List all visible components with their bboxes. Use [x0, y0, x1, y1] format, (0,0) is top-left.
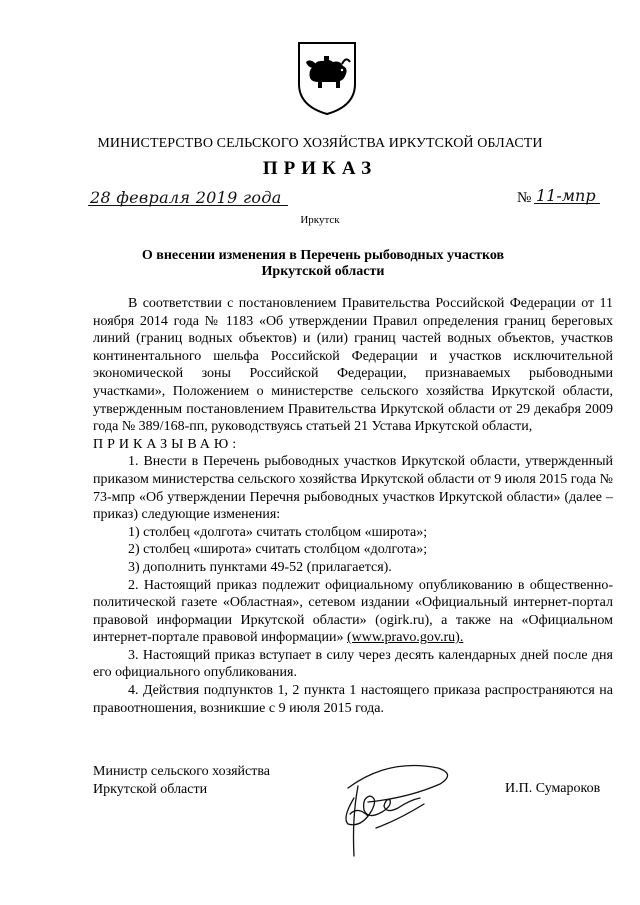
handwritten-number: 11-мпр [536, 186, 596, 205]
subitem-2: 2) столбец «широта» считать столбцом «долгота»; [128, 542, 428, 558]
position-line-2: Иркутской области [93, 782, 208, 797]
subitem-3: 3) дополнить пунктами 49-52 (прилагается). [128, 559, 392, 575]
paragraph-2 [93, 577, 613, 647]
document-type-title: ПРИКАЗ [262, 158, 378, 179]
order-subject [100, 248, 546, 280]
pravo-gov-link[interactable]: (www.pravo.gov.ru). [346, 630, 464, 646]
preamble-paragraph: В соответствии с постановлением Правительства Российской Федерации от 11 ноября 2014 года № 1183 «Об утверждении Правил определения границ береговых линий (границ водных объектов) и (или) границ частей водных объектов, участков континентального шельфа Российской Федерации и участков исключительной экономической зоны Российской Федерации, признаваемых рыбоводными участками», Положением о министерстве сельского хозяйства Иркутской области, утвержденным постановлением Правительства Иркутской области от 29 декабря 2009 года № 389/168-пп, руководствуясь статьей 21 Устава Иркутской области, [93, 296, 613, 435]
signatory-position [93, 763, 270, 799]
paragraph-4: 4. Действия подпунктов 1, 2 пункта 1 настоящего приказа распространяются на правоотношения, возникшие с 9 июля 2015 года. [93, 683, 613, 716]
coat-of-arms-icon [296, 40, 358, 116]
ministry-name: МИНИСТЕРСТВО СЕЛЬСКОГО ХОЗЯЙСТВА ИРКУТСКОЙ ОБЛАСТИ [97, 136, 543, 151]
subject-line-1: О внесении изменения в Перечень рыбоводных участков [141, 248, 505, 263]
paragraph-3: 3. Настоящий приказ вступает в силу через десять календарных дней после дня его официального опубликования. [93, 647, 613, 681]
order-body [93, 295, 613, 717]
number-label: № [517, 190, 532, 206]
paragraph-2-text: 2. Настоящий приказ подлежит официальному опубликованию в общественно-политической газете «Областная», сетевом издании «Официальный интернет-портал правовой информации Иркутской области» (ogirk.ru), а также на «Официальном интернет-портале правовой информации» [93, 577, 613, 646]
city-name: Иркутск [300, 214, 340, 226]
order-word: ПРИКАЗЫВАЮ: [93, 436, 241, 452]
subject-line-2: Иркутской области [261, 264, 385, 279]
subitem-1: 1) столбец «долгота» считать столбцом «широта»; [128, 524, 428, 540]
handwritten-signature-icon [328, 758, 458, 868]
paragraph-1: 1. Внести в Перечень рыбоводных участков Иркутской области, утвержденный приказом министерства сельского хозяйства Иркутской области от 9 июля 2015 года № 73-мпр «Об утверждении Перечня рыбоводных участков Иркутской области» (далее – приказ) следующие изменения: [93, 454, 613, 523]
position-line-1: Министр сельского хозяйства [93, 764, 270, 779]
signatory-name: И.П. Сумароков [505, 781, 601, 796]
handwritten-date: 28 февраля 2019 года [90, 188, 282, 207]
